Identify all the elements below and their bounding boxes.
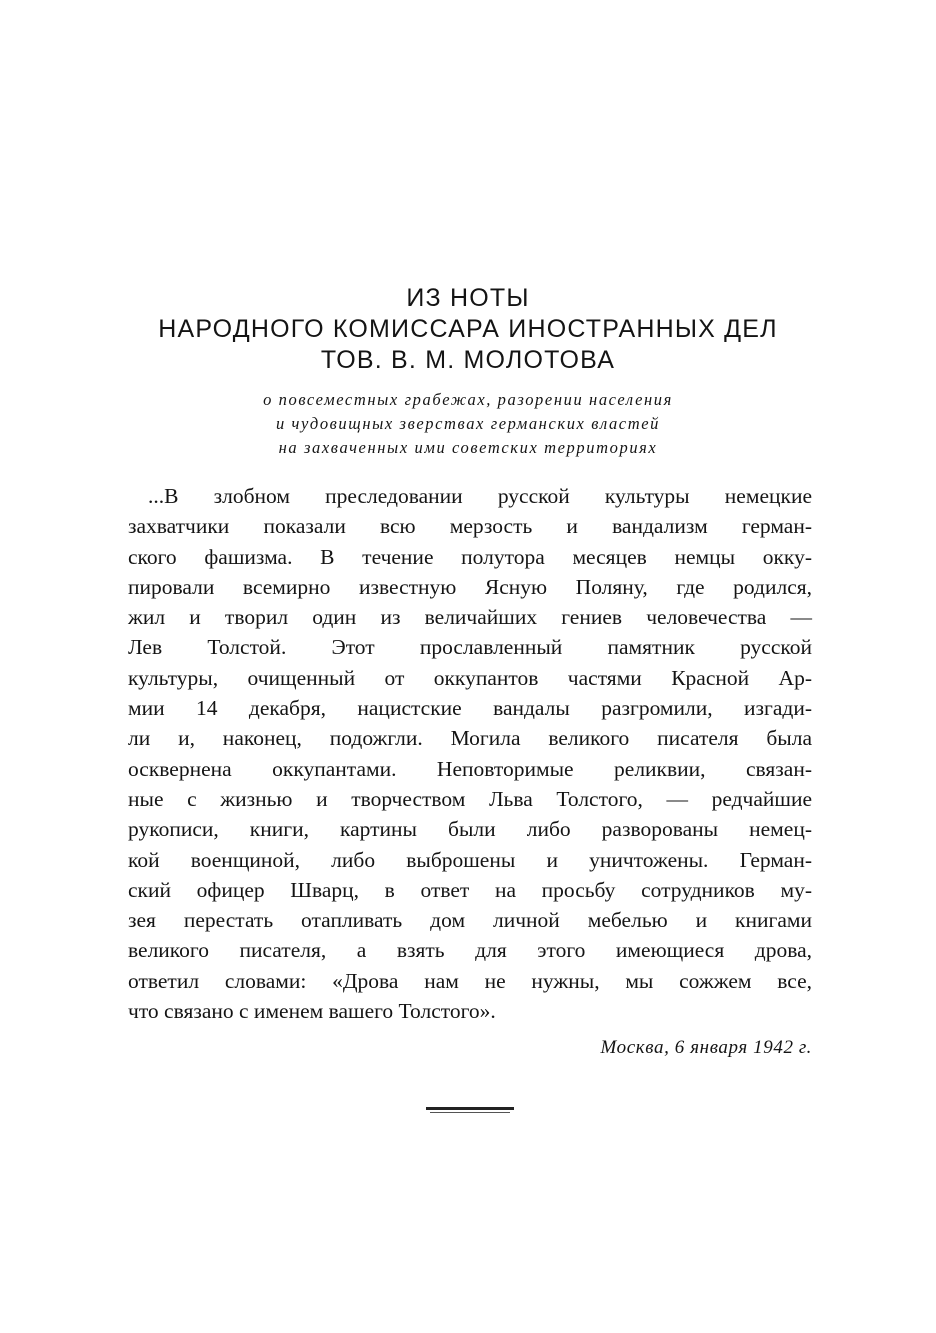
title-line-3: ТОВ. В. М. МОЛОТОВА [320, 346, 616, 374]
body-line: ...В злобном преследовании русской культуры немецкие [148, 484, 812, 508]
document-subtitle [0, 388, 936, 460]
body-line: Лев Толстой. Этот прославленный памятник русской [128, 635, 812, 660]
subtitle-line-3: на захваченных ими советских территориях [278, 438, 658, 457]
body-line: кой военщиной, либо выброшены и уничтожены. Герман- [128, 847, 812, 872]
body-line: жил и творил один из величайших гениев человечества — [128, 605, 812, 630]
body-line: ского фашизма. В течение полутора месяцев немцы окку- [128, 544, 812, 569]
subtitle-line-2: и чудовищных зверствах германских властей [275, 414, 661, 433]
divider-bar-top [426, 1107, 514, 1110]
document-title [0, 283, 936, 376]
body-line: осквернена оккупантами. Неповторимые реликвии, связан- [128, 756, 812, 781]
body-line: культуры, очищенный от оккупантов частями Красной Ар- [128, 665, 812, 690]
body-line: ский офицер Шварц, в ответ на просьбу сотрудников му- [128, 877, 812, 902]
body-line: ответил словами: «Дрова нам не нужны, мы сожжем все, [128, 968, 812, 993]
divider-bar-bottom [430, 1112, 510, 1113]
body-line: рукописи, книги, картины были либо разворованы немец- [128, 817, 812, 842]
subtitle-line-1: о повсеместных грабежах, разорении населения [263, 390, 673, 409]
body-paragraph [128, 481, 812, 1026]
body-line: зея перестать отапливать дом личной мебелью и книгами [128, 908, 812, 933]
body-line: великого писателя, а взять для этого имеющиеся дрова, [128, 938, 812, 963]
body-line: ные с жизнью и творчеством Льва Толстого, — редчайшие [128, 786, 812, 811]
place-date-signature: Москва, 6 января 1942 г. [600, 1037, 812, 1058]
body-line: пировали всемирно известную Ясную Поляну, где родился, [128, 574, 812, 599]
body-line: мии 14 декабря, нацистские вандалы разгромили, изгади- [128, 696, 812, 721]
title-line-1: ИЗ НОТЫ [406, 284, 530, 312]
body-line: ли и, наконец, подожгли. Могила великого писателя была [128, 726, 812, 751]
ornamental-divider [426, 1107, 514, 1113]
title-line-2: НАРОДНОГО КОМИССАРА ИНОСТРАННЫХ ДЕЛ [158, 315, 778, 343]
body-line: захватчики показали всю мерзость и вандализм герман- [128, 514, 812, 539]
body-line: что связано с именем вашего Толстого». [128, 999, 496, 1024]
